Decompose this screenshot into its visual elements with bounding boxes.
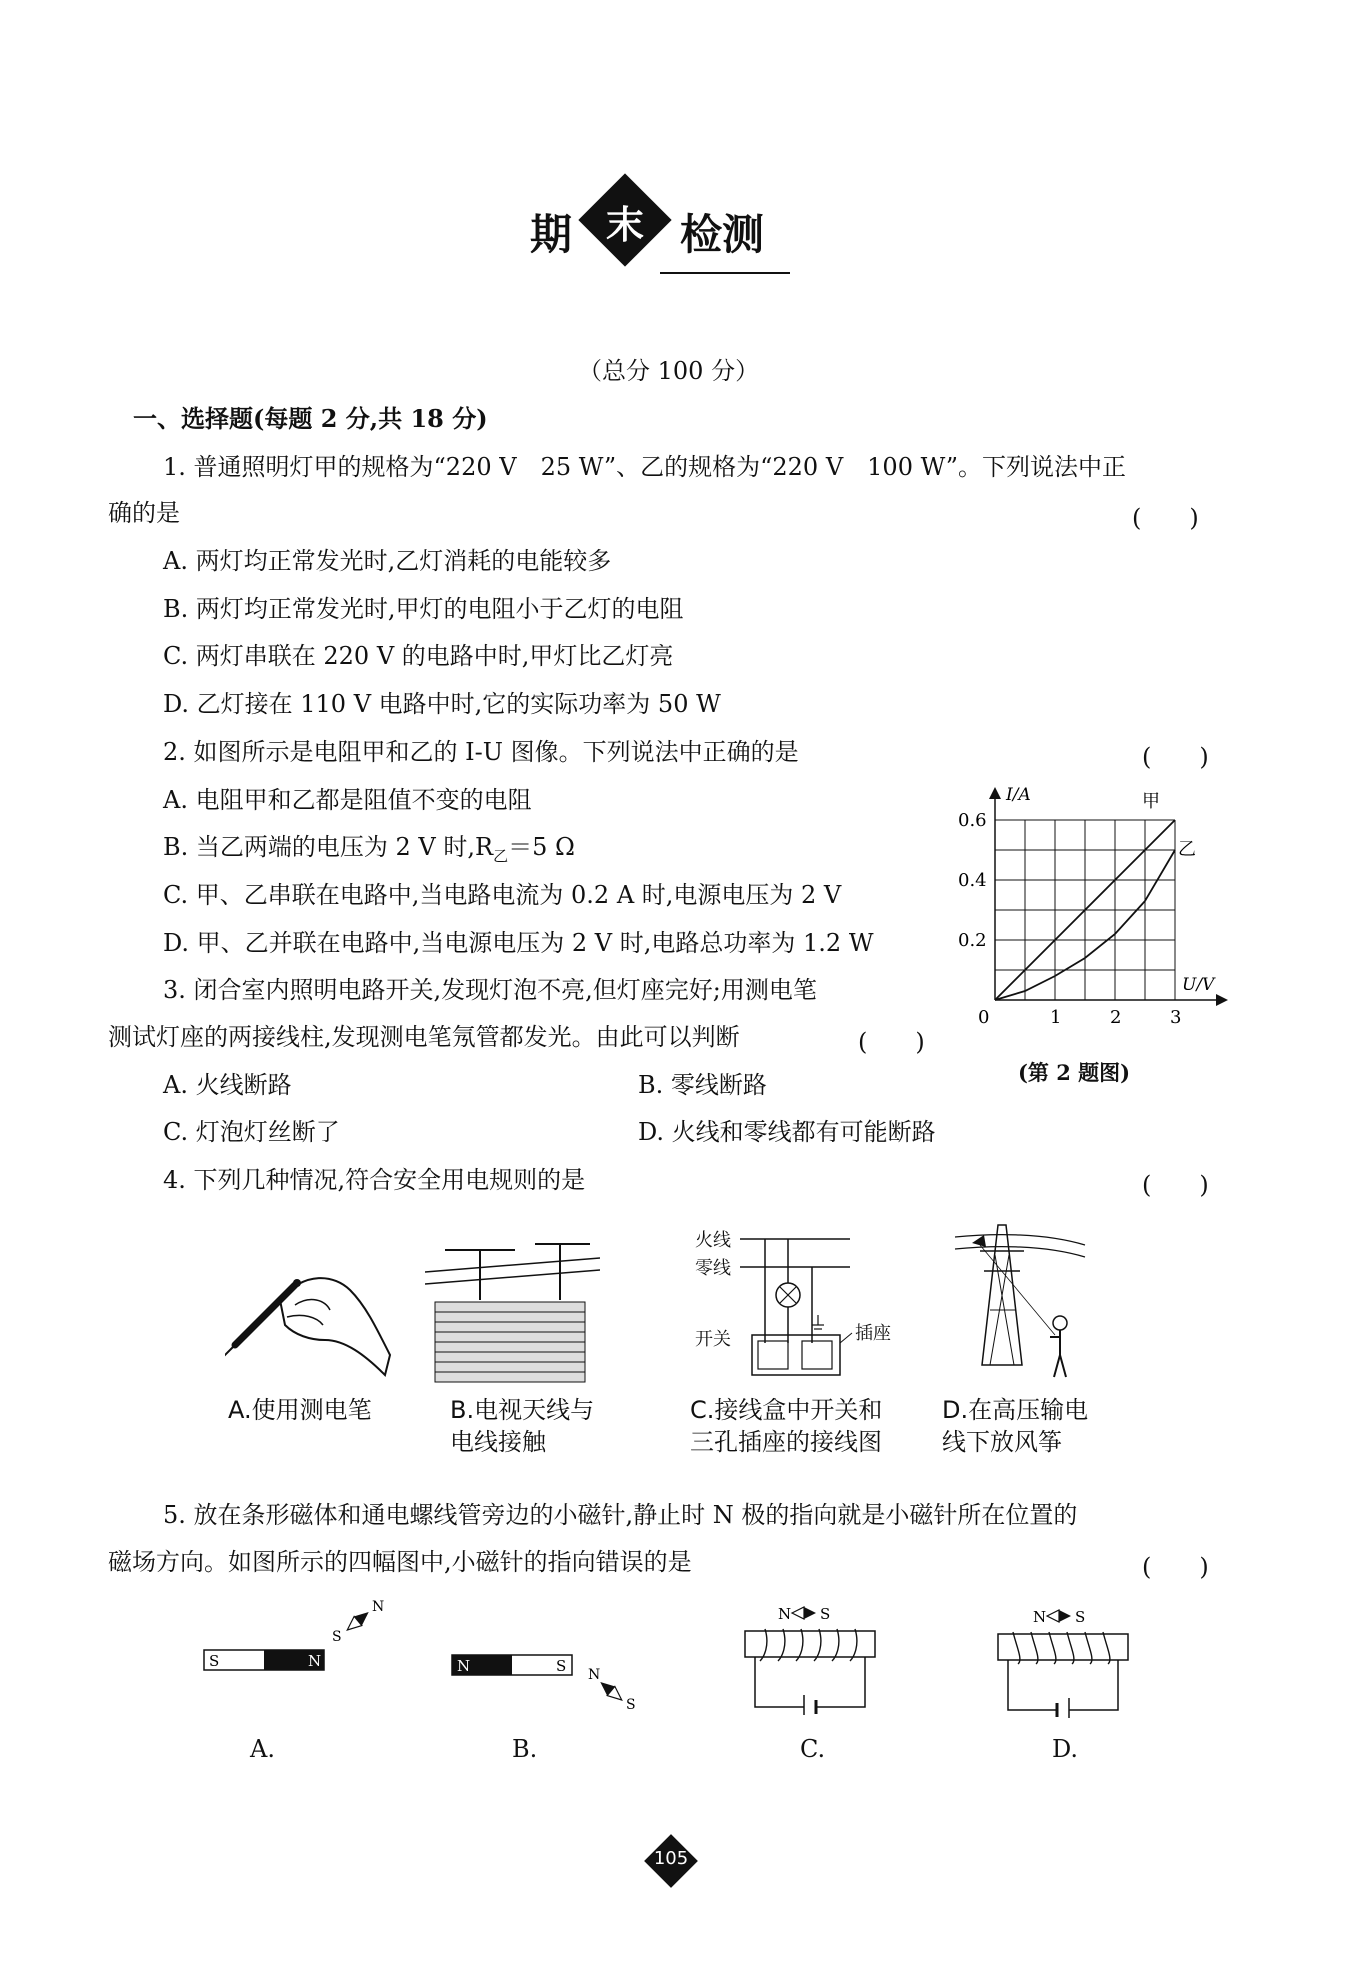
q5-line2: 磁场方向。如图所示的四幅图中,小磁针的指向错误的是 xyxy=(108,1548,692,1576)
q3-option-d: D. 火线和零线都有可能断路 xyxy=(638,1118,936,1146)
q1-line2: 确的是 xyxy=(108,499,180,527)
q4-caption-b-line1: B.电视天线与 xyxy=(450,1396,595,1424)
page-title xyxy=(530,180,790,280)
page-number: 105 xyxy=(653,1848,689,1869)
svg-text:N: N xyxy=(372,1599,385,1615)
q2-figure-caption: (第 2 题图) xyxy=(1018,1060,1131,1085)
bar-magnet-a xyxy=(200,1595,400,1685)
title-center: 末 xyxy=(605,202,644,247)
q4-caption-c-line2: 三孔插座的接线图 xyxy=(690,1428,882,1456)
svg-text:N: N xyxy=(1033,1608,1047,1626)
svg-text:N: N xyxy=(308,1652,322,1670)
q2-stem: 2. 如图所示是电阻甲和乙的 I-U 图像。下列说法中正确的是 xyxy=(163,738,799,766)
x-tick-1: 1 xyxy=(1050,1007,1062,1028)
q2-answer-bracket: ( ) xyxy=(1142,743,1209,771)
iu-chart xyxy=(950,775,1240,1035)
x-tick-0: 0 xyxy=(978,1007,990,1028)
x-axis-label: U/V xyxy=(1182,975,1215,995)
q5-line1: 5. 放在条形磁体和通电螺线管旁边的小磁针,静止时 N 极的指向就是小磁针所在位置的 xyxy=(163,1501,1078,1529)
q5-label-a: A. xyxy=(250,1735,275,1763)
svg-text:N: N xyxy=(588,1667,601,1683)
q1-option-d: D. 乙灯接在 110 V 电路中时,它的实际功率为 50 W xyxy=(163,690,721,718)
socket-label: 插座 xyxy=(855,1323,891,1344)
q3-option-c: C. 灯泡灯丝断了 xyxy=(163,1118,340,1146)
q4-caption-b-line2: 电线接触 xyxy=(450,1428,546,1456)
solenoid-c xyxy=(740,1595,890,1715)
live-wire-label: 火线 xyxy=(695,1230,731,1251)
svg-text:S: S xyxy=(332,1629,342,1645)
svg-text:S: S xyxy=(1075,1608,1086,1626)
svg-text:N: N xyxy=(778,1605,792,1623)
y-axis-label: I/A xyxy=(1006,785,1031,805)
q5-answer-bracket: ( ) xyxy=(1142,1553,1209,1581)
q3-line2: 测试灯座的两接线柱,发现测电笔氖管都发光。由此可以判断 xyxy=(108,1023,740,1051)
switch-label: 开关 xyxy=(695,1329,731,1350)
q1-option-b: B. 两灯均正常发光时,甲灯的电阻小于乙灯的电阻 xyxy=(163,595,684,623)
q2-option-a: A. 电阻甲和乙都是阻值不变的电阻 xyxy=(163,786,532,814)
y-tick-0-4: 0.4 xyxy=(958,870,987,891)
q3-line1: 3. 闭合室内照明电路开关,发现灯泡不亮,但灯座完好;用测电笔 xyxy=(163,976,817,1004)
svg-text:S: S xyxy=(820,1605,831,1623)
q3-answer-bracket: ( ) xyxy=(858,1028,925,1056)
q4-caption-d-line2: 线下放风筝 xyxy=(942,1428,1062,1456)
title-right: 检测 xyxy=(680,210,765,259)
q4-stem: 4. 下列几种情况,符合安全用电规则的是 xyxy=(163,1166,586,1194)
title-underline xyxy=(660,272,790,274)
section-heading: 一、选择题(每题 2 分,共 18 分) xyxy=(133,404,488,433)
svg-text:S: S xyxy=(556,1657,567,1675)
q1-answer-bracket: ( ) xyxy=(1132,504,1199,532)
power-tower-kite-illustration xyxy=(950,1215,1090,1385)
q2-option-d: D. 甲、乙并联在电路中,当电源电压为 2 V 时,电路总功率为 1.2 W xyxy=(163,929,874,957)
title-left: 期 xyxy=(530,210,573,259)
tv-antenna-illustration xyxy=(425,1240,600,1385)
q4-caption-d-line1: D.在高压输电 xyxy=(942,1396,1089,1424)
series-yi-label: 乙 xyxy=(1178,839,1196,860)
svg-text:S: S xyxy=(626,1697,636,1713)
q4-caption-a: A.使用测电笔 xyxy=(228,1396,372,1424)
neutral-wire-label: 零线 xyxy=(695,1258,731,1279)
q1-line1: 1. 普通照明灯甲的规格为“220 V 25 W”、乙的规格为“220 V 100 W”。下列说法中正 xyxy=(163,453,1126,481)
y-tick-0-2: 0.2 xyxy=(958,930,987,951)
page-number-badge xyxy=(648,1838,694,1884)
q2-option-c: C. 甲、乙串联在电路中,当电路电流为 0.2 A 时,电源电压为 2 V xyxy=(163,881,842,909)
svg-text:S: S xyxy=(209,1652,220,1670)
x-tick-3: 3 xyxy=(1170,1007,1182,1028)
q5-label-c: C. xyxy=(800,1735,826,1763)
q5-label-b: B. xyxy=(512,1735,538,1763)
q3-option-b: B. 零线断路 xyxy=(638,1071,767,1099)
q3-option-a: A. 火线断路 xyxy=(163,1071,292,1099)
solenoid-d xyxy=(993,1598,1143,1718)
q1-option-a: A. 两灯均正常发光时,乙灯消耗的电能较多 xyxy=(163,547,612,575)
q1-option-c: C. 两灯串联在 220 V 的电路中时,甲灯比乙灯亮 xyxy=(163,642,674,670)
q5-label-d: D. xyxy=(1052,1735,1079,1763)
x-tick-2: 2 xyxy=(1110,1007,1122,1028)
svg-text:N: N xyxy=(457,1657,471,1675)
q2-option-b: B. 当乙两端的电压为 2 V 时$,R_乙=5$ Ω xyxy=(163,833,575,865)
y-tick-0-6: 0.6 xyxy=(958,810,987,831)
q4-caption-c-line1: C.接线盒中开关和 xyxy=(690,1396,883,1424)
series-jia-label: 甲 xyxy=(1142,791,1160,812)
test-pen-hand-illustration xyxy=(225,1245,395,1380)
q4-answer-bracket: ( ) xyxy=(1142,1171,1209,1199)
total-score: （总分 100 分） xyxy=(578,357,760,385)
bar-magnet-b xyxy=(448,1595,648,1715)
